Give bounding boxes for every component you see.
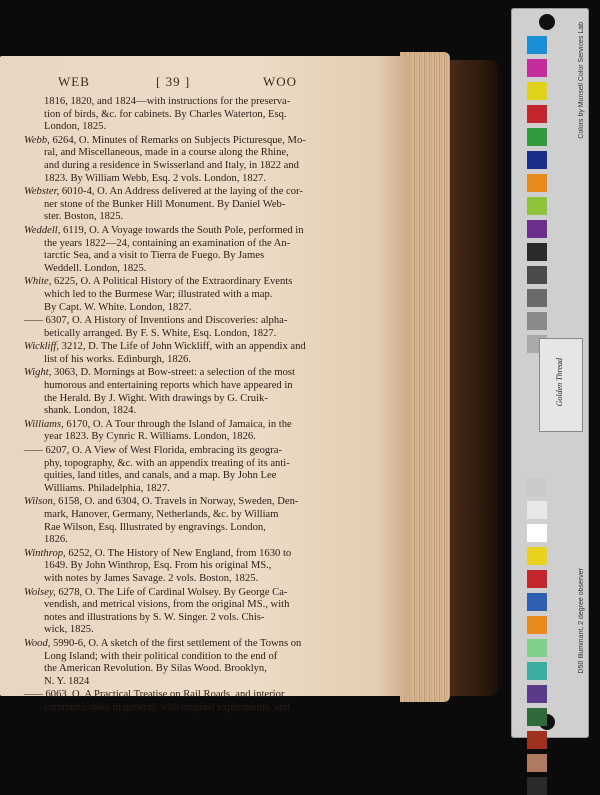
page-number: [ 39 ]: [156, 74, 191, 89]
entry-continuation: the American Revolution. By Silas Wood. Brooklyn,: [44, 663, 267, 675]
entry-text: 3063, D. Mornings at Bow-street: a selection of the most: [51, 367, 295, 379]
entry-continuation: and during a residence in Swisserland and Italy, in 1822 and: [44, 159, 299, 171]
catalog-entries: [24, 96, 394, 716]
entry-author: ——: [24, 689, 43, 701]
color-swatch: [527, 36, 547, 54]
card-side-text: Colors by Munsell Color Services Lab: [578, 22, 585, 139]
entry-first-line: [24, 689, 394, 702]
catalog-entry: [24, 225, 394, 275]
entry-text: 6252, O. The History of New England, from 1630 to: [65, 547, 292, 559]
entry-continuation: Weddell. London, 1825.: [44, 262, 147, 274]
color-swatch: [527, 174, 547, 192]
catalog-entry: [24, 186, 394, 224]
entry-text: 1816, 1820, and 1824—with instructions for the preserva-: [44, 96, 291, 107]
entry-author: Wickliff,: [24, 341, 60, 353]
entry-text: 6278, O. The Life of Cardinal Wolsey. By George Ca-: [55, 586, 288, 598]
color-swatch: [527, 777, 547, 795]
color-swatch: [527, 708, 547, 726]
color-swatch: [527, 685, 547, 703]
color-swatch: [527, 662, 547, 680]
book-cover: [448, 60, 498, 696]
entry-continuation: communication in general; with original experiments, and: [44, 701, 290, 713]
entry-text: 3212, D. The Life of John Wickliff, with an appendix and: [59, 341, 306, 353]
card-bottom-text: D50 Illuminant, 2 degree observer: [578, 568, 585, 674]
entry-text: 6307, O. A History of Inventions and Discoveries: alpha-: [42, 315, 288, 327]
entry-first-line: [24, 96, 394, 109]
header-right: WOO: [263, 74, 298, 89]
catalog-entry: [24, 96, 394, 134]
entry-continuation: By Capt. W. White. London, 1827.: [44, 301, 192, 313]
catalog-entry: [24, 445, 394, 495]
entry-continuation: ster. Boston, 1825.: [44, 211, 124, 223]
entry-first-line: [24, 638, 394, 651]
entry-author: Wood,: [24, 637, 51, 649]
catalog-entry: [24, 367, 394, 417]
entry-first-line: [24, 341, 394, 354]
entry-continuation: year 1823. By Cynric R. Williams. London, 1826.: [44, 431, 256, 443]
entry-author: Wight,: [24, 367, 52, 379]
catalog-entry: [24, 341, 394, 366]
color-swatch: [527, 266, 547, 284]
entry-continuation: quities, land titles, and canals, and a map. By John Lee: [44, 470, 277, 482]
entry-text: 6119, O. A Voyage towards the South Pole, performed in: [60, 224, 304, 236]
color-swatch: [527, 197, 547, 215]
entry-continuation: London, 1825.: [44, 121, 107, 133]
color-swatch: [527, 616, 547, 634]
entry-continuation: which led to the Burmese War; illustrated with a map.: [44, 288, 273, 300]
color-swatch: [527, 289, 547, 307]
catalog-entry: [24, 689, 394, 714]
entry-continuation: notes and illustrations by S. W. Singer. 2 vols. Chis-: [44, 611, 265, 623]
entry-author: Webb,: [24, 134, 50, 146]
entry-continuation: betically arranged. By F. S. White, Esq. London, 1827.: [44, 327, 277, 339]
entry-continuation: 1823. By William Webb, Esq. 2 vols. London, 1827.: [44, 172, 266, 184]
entry-continuation: with notes by James Savage. 2 vols. Boston, 1825.: [44, 572, 259, 584]
color-swatch: [527, 220, 547, 238]
entry-continuation: 1649. By John Winthrop, Esq. From his original MS.,: [44, 560, 272, 572]
color-swatch: [527, 478, 547, 496]
entry-continuation: list of his works. Edinburgh, 1826.: [44, 353, 191, 365]
entry-continuation: mark, Hanover, Germany, Netherlands, &c. by William: [44, 509, 279, 520]
color-swatch: [527, 731, 547, 749]
entry-text: 6207, O. A View of West Florida, embracing its geogra-: [42, 445, 282, 457]
catalog-entry: [24, 496, 394, 546]
color-swatch: [527, 639, 547, 657]
entry-author: Webster,: [24, 186, 60, 198]
color-swatch: [527, 128, 547, 146]
catalog-entry: [24, 419, 394, 444]
catalog-entry: [24, 548, 394, 586]
entry-first-line: [24, 315, 394, 328]
color-calibration-card: [511, 8, 589, 738]
color-swatch: [527, 754, 547, 772]
color-swatch: [527, 151, 547, 169]
entry-text: 6158, O. and 6304, O. Travels in Norway, Sweden, Den-: [55, 496, 299, 508]
entry-continuation: phy, topography, &c. with an appendix treating of its anti-: [44, 457, 290, 469]
running-header: [58, 74, 388, 92]
entry-first-line: [24, 419, 394, 432]
entry-text: 5990-6, O. A sketch of the first settlement of the Towns on: [50, 637, 302, 649]
entry-continuation: shank. London, 1824.: [44, 405, 137, 417]
open-book: [0, 52, 500, 713]
color-swatch: [527, 524, 547, 542]
color-swatch: [527, 593, 547, 611]
catalog-entry: [24, 276, 394, 314]
entry-first-line: [24, 548, 394, 561]
entry-first-line: [24, 186, 394, 199]
entry-continuation: Long Island; with their political condition to the end of: [44, 650, 278, 662]
entry-continuation: 1826.: [44, 534, 68, 546]
color-swatch: [527, 243, 547, 261]
color-swatch: [527, 312, 547, 330]
entry-author: ——: [24, 315, 43, 327]
catalog-entry: [24, 315, 394, 340]
entry-continuation: wick, 1825.: [44, 624, 94, 636]
entry-author: Williams,: [24, 418, 64, 430]
entry-first-line: [24, 587, 394, 600]
color-swatch: [527, 82, 547, 100]
entry-author: ——: [24, 445, 43, 457]
catalog-entry: [24, 135, 394, 185]
card-hole-top: [539, 14, 555, 30]
entry-first-line: [24, 496, 394, 509]
book-page: [0, 56, 410, 713]
entry-text: 6225, O. A Political History of the Extraordinary Events: [51, 276, 293, 288]
entry-continuation: humorous and entertaining reports which have appeared in: [44, 380, 293, 392]
entry-continuation: tion of birds, &c. for cabinets. By Charles Waterton, Esq.: [44, 108, 287, 120]
entry-author: Winthrop,: [24, 547, 66, 559]
entry-first-line: [24, 367, 394, 380]
header-left: WEB: [58, 74, 90, 89]
entry-continuation: the years 1822—24, containing an examination of the An-: [44, 237, 291, 249]
entry-continuation: N. Y. 1824: [44, 675, 90, 687]
color-swatch: [527, 59, 547, 77]
color-swatch: [527, 501, 547, 519]
color-swatch: [527, 570, 547, 588]
entry-continuation: ral, and Miscellaneous, made in a course along the Rhine,: [44, 147, 289, 159]
entry-continuation: vendish, and metrical visions, from the original MS., with: [44, 599, 290, 611]
entry-text: 6170, O. A Tour through the Island of Jamaica, in the: [63, 418, 292, 430]
entry-text: 6063, O. A Practical Treatise on Rail Roads, and interior: [42, 689, 285, 701]
entry-author: Wilson,: [24, 496, 56, 508]
card-brand: Golden Thread: [555, 358, 564, 407]
entry-continuation: ner stone of the Bunker Hill Monument. By Daniel Web-: [44, 198, 286, 210]
color-swatch: [527, 105, 547, 123]
entry-continuation: tarctic Sea, and a visit to Tierra de Fuego. By James: [44, 250, 265, 262]
entry-continuation: the Herald. By J. Wight. With drawings by G. Cruik-: [44, 392, 268, 404]
entry-text: 6264, O. Minutes of Remarks on Subjects Picturesque, Mo-: [49, 134, 306, 146]
entry-first-line: [24, 225, 394, 238]
color-swatch: [527, 547, 547, 565]
entry-continuation: Williams. Philadelphia, 1827.: [44, 482, 170, 494]
entry-first-line: [24, 276, 394, 289]
catalog-entry: [24, 638, 394, 688]
entry-author: Weddell,: [24, 224, 61, 236]
entry-first-line: [24, 135, 394, 148]
catalog-entry: [24, 587, 394, 637]
entry-author: White,: [24, 276, 52, 288]
entry-first-line: [24, 445, 394, 458]
entry-continuation: Rae Wilson, Esq. Illustrated by engravings. London,: [44, 521, 266, 533]
entry-text: 6010-4, O. An Address delivered at the laying of the cor-: [59, 186, 303, 198]
entry-author: Wolsey,: [24, 586, 56, 598]
